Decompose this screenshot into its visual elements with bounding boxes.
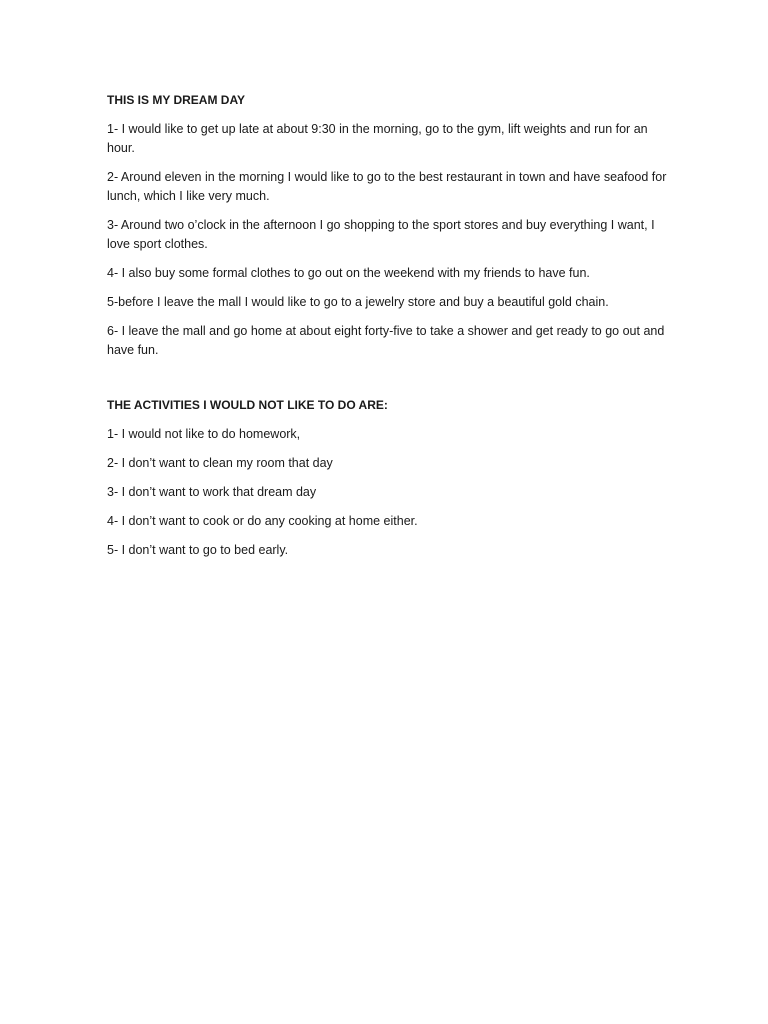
not-like-item-3: 3- I don’t want to work that dream day: [107, 485, 317, 499]
not-like-item-5: 5- I don’t want to go to bed early.: [107, 543, 289, 557]
dream-day-item-6: 6- I leave the mall and go home at about eight forty-five to take a shower and get ready to go out and have fun.: [107, 324, 665, 357]
dream-day-item-4: 4- I also buy some formal clothes to go out on the weekend with my friends to have fun.: [107, 266, 590, 280]
not-like-item-2: 2- I don’t want to clean my room that day: [107, 456, 333, 470]
not-like-heading: THE ACTIVITIES I WOULD NOT LIKE TO DO ARE:: [107, 398, 388, 412]
dream-day-item-1: 1- I would like to get up late at about 9:30 in the morning, go to the gym, lift weights and run for an hour.: [107, 122, 648, 155]
dream-day-item-5: 5-before I leave the mall I would like to go to a jewelry store and buy a beautiful gold chain.: [107, 295, 609, 309]
not-like-item-1: 1- I would not like to do homework,: [107, 427, 301, 441]
document-page: [107, 92, 667, 570]
dream-day-heading: THIS IS MY DREAM DAY: [107, 93, 246, 107]
not-like-item-4: 4- I don’t want to cook or do any cooking at home either.: [107, 514, 418, 528]
dream-day-item-2: 2- Around eleven in the morning I would like to go to the best restaurant in town and have seafood for lunch, which I like very much.: [107, 170, 667, 203]
dream-day-item-3: 3- Around two o’clock in the afternoon I go shopping to the sport stores and buy everything I want, I love sport clothes.: [107, 218, 655, 251]
